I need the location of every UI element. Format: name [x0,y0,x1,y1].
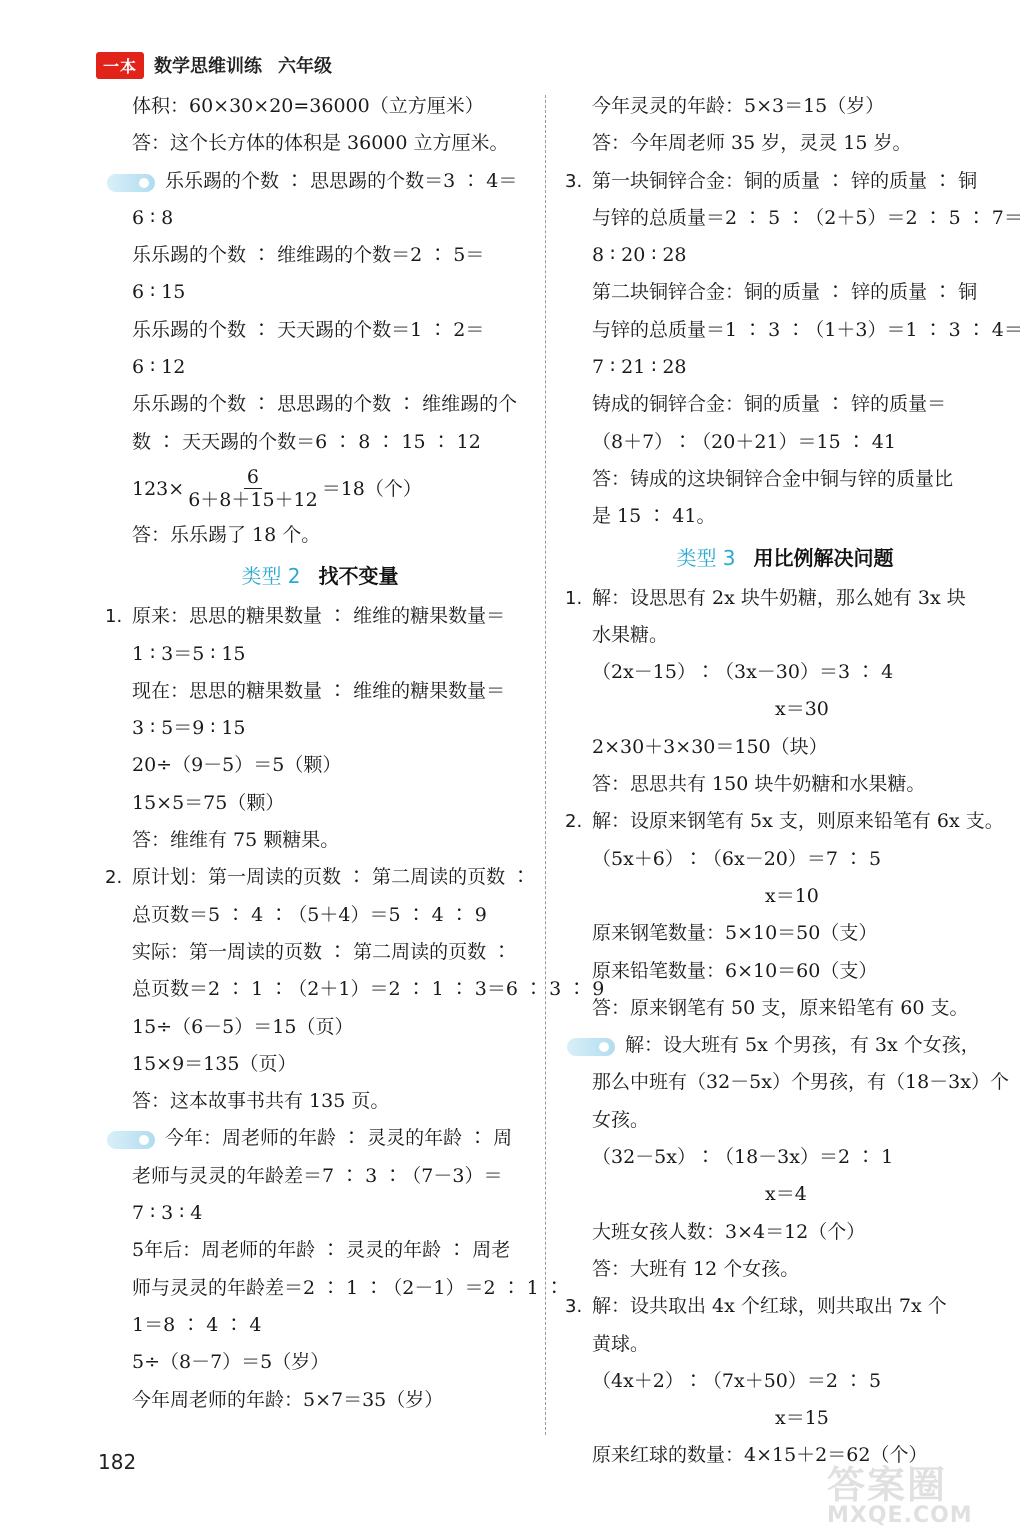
text-line: 与锌的总质量＝2 ∶ 5 ∶（2＋5）＝2 ∶ 5 ∶ 7＝ [592,206,1023,229]
text-line: 与锌的总质量＝1 ∶ 3 ∶（1＋3）＝1 ∶ 3 ∶ 4＝ [592,318,1023,341]
book-title: 数学思维训练 [154,56,263,77]
bonus-line: 今年：周老师的年龄 ∶ 灵灵的年龄 ∶ 周 [105,1120,535,1157]
grade-label: 六年级 [278,56,333,77]
text-line: 7 ∶ 21 ∶ 28 [592,356,687,379]
text-line: 师与灵灵的年龄差＝2 ∶ 1 ∶（2－1）＝2 ∶ 1 ∶ [132,1276,564,1299]
fraction: $\frac{6}{6+8+15+12}$ [188,466,318,512]
text-line: 体积：60×30×20=36000（立方厘米） [132,95,484,117]
text-line: （2x－15）∶（3x－30）＝3 ∶ 4 [592,661,894,684]
text-line: 那么中班有（32－5x）个男孩，有（18－3x）个 [592,1071,1009,1094]
text-line: 6 ∶ 15 [132,281,186,304]
page-number: 182 [98,1450,137,1474]
text-line: 2×30＋3×30＝150（块） [592,735,828,758]
answer-line: 答：这个长方体的体积是 36000 立方厘米。 [132,132,509,155]
text-line: 总页数＝5 ∶ 4 ∶（5＋4）＝5 ∶ 4 ∶ 9 [132,903,487,926]
question-3: 3. 第一块铜锌合金：铜的质量 ∶ 锌的质量 ∶ 铜 [565,169,978,192]
text-line: 5年后：周老师的年龄 ∶ 灵灵的年龄 ∶ 周老 [132,1239,511,1262]
left-column [105,88,605,1419]
solution-line: x＝10 [765,884,819,907]
bonus-line: 乐乐踢的个数 ∶ 思思踢的个数＝3 ∶ 4＝ [105,163,535,200]
text-line: 3 ∶ 5＝9 ∶ 15 [132,717,246,740]
solution-line: x＝4 [765,1183,807,1206]
text-line: 女孩。 [592,1108,650,1131]
text-line: 黄球。 [592,1332,650,1355]
problem-3: 3. 解：设共取出 4x 个红球，则共取出 7x 个 [565,1295,947,1318]
text-line: 实际：第一周读的页数 ∶ 第二周读的页数 ∶ [132,940,512,963]
text-line: 数 ∶ 天天踢的个数＝6 ∶ 8 ∶ 15 ∶ 12 [132,430,481,453]
text-line: 总页数＝2 ∶ 1 ∶（2＋1）＝2 ∶ 1 ∶ 3＝6 ∶ 3 ∶ 9 [132,978,605,1001]
text-line: 20÷（9－5）＝5（颗） [132,754,342,777]
text-line: 1 ∶ 3＝5 ∶ 15 [132,642,246,665]
text-line: 6 ∶ 12 [132,356,186,379]
problem-2: 2. 解：设原来钢笔有 5x 支，则原来铅笔有 6x 支。 [565,810,1004,833]
page-header [96,50,332,80]
column-divider [545,95,546,1435]
text-line: （8＋7）∶（20＋21）＝15 ∶ 41 [592,430,896,453]
text-line: 7 ∶ 3 ∶ 4 [132,1202,203,1225]
text-line: 原来钢笔数量：5×10＝50（支） [592,922,878,945]
text-line: 今年周老师的年龄：5×7＝35（岁） [132,1388,444,1411]
text-line: 15×5＝75（颗） [132,791,285,814]
text-line: 15÷（6－5）＝15（页） [132,1015,354,1038]
answer-line: 答：维维有 75 颗糖果。 [132,829,340,852]
text-line: （4x＋2）∶（7x＋50）＝2 ∶ 5 [592,1369,882,1392]
text-line: 第二块铜锌合金：铜的质量 ∶ 锌的质量 ∶ 铜 [592,281,978,304]
challenge-badge-icon [107,1131,155,1149]
answer-line: 答：铸成的这块铜锌合金中铜与锌的质量比 [592,467,954,490]
text-line: 乐乐踢的个数 ∶ 思思踢的个数 ∶ 维维踢的个 [132,393,518,416]
text-line: 8 ∶ 20 ∶ 28 [592,244,687,267]
text-line: 大班女孩人数：3×4＝12（个） [592,1220,866,1243]
text-line: 现在：思思的糖果数量 ∶ 维维的糖果数量＝ [132,679,506,702]
text-line: 乐乐踢的个数 ∶ 维维踢的个数＝2 ∶ 5＝ [132,244,485,267]
right-column [565,88,1023,1475]
answer-line: 答：大班有 12 个女孩。 [592,1257,800,1280]
text-line: 5÷（8－7）＝5（岁） [132,1351,330,1374]
text-line: 6 ∶ 8 [132,206,174,229]
section-title-type2: 类型 2 找不变量 [241,564,399,589]
answer-line: 答：这本故事书共有 135 页。 [132,1090,390,1113]
answer-line: 答：原来钢笔有 50 支，原来铅笔有 60 支。 [592,996,969,1019]
text-line: 老师与灵灵的年龄差＝7 ∶ 3 ∶（7－3）＝ [132,1164,503,1187]
challenge-badge-icon [567,1038,615,1056]
fraction-equation: 123× $\frac{6}{6+8+15+12}$ ＝18（个） [132,466,422,512]
answer-line: 答：今年周老师 35 岁，灵灵 15 岁。 [592,132,912,155]
answer-line: 答：乐乐踢了 18 个。 [132,523,321,546]
text-line: 原来铅笔数量：6×10＝60（支） [592,959,878,982]
challenge-badge-icon [107,174,155,192]
text-line: 是 15 ∶ 41。 [592,505,716,528]
text-line: 今年灵灵的年龄：5×3＝15（岁） [592,95,885,117]
text-line: 1＝8 ∶ 4 ∶ 4 [132,1313,262,1336]
text-line: 15×9＝135（页） [132,1052,297,1075]
problem-1: 1. 解：设思思有 2x 块牛奶糖，那么她有 3x 块 [565,586,966,609]
brand-logo: 一本 [96,52,144,79]
text-line: 原来红球的数量：4×15＋2＝62（个） [592,1444,928,1467]
solution-line: x＝15 [775,1407,829,1430]
bonus-line: 解：设大班有 5x 个男孩，有 3x 个女孩， [565,1027,1005,1064]
answer-line: 答：思思共有 150 块牛奶糖和水果糖。 [592,773,926,796]
question-2: 2. 原计划：第一周读的页数 ∶ 第二周读的页数 ∶ [105,866,531,889]
text-line: 乐乐踢的个数 ∶ 天天踢的个数＝1 ∶ 2＝ [132,318,485,341]
question-1: 1. 原来：思思的糖果数量 ∶ 维维的糖果数量＝ [105,605,506,628]
solution-line: x＝30 [775,698,829,721]
text-line: （32－5x）∶（18－3x）＝2 ∶ 1 [592,1146,894,1169]
text-line: （5x＋6）∶（6x－20）＝7 ∶ 5 [592,847,882,870]
watermark-logo: 答案圈 MXQE.COM [827,1463,973,1528]
section-title-type3: 类型 3 用比例解决问题 [676,545,894,570]
text-line: 铸成的铜锌合金：铜的质量 ∶ 锌的质量＝ [592,393,947,416]
text-line: 水果糖。 [592,623,669,646]
